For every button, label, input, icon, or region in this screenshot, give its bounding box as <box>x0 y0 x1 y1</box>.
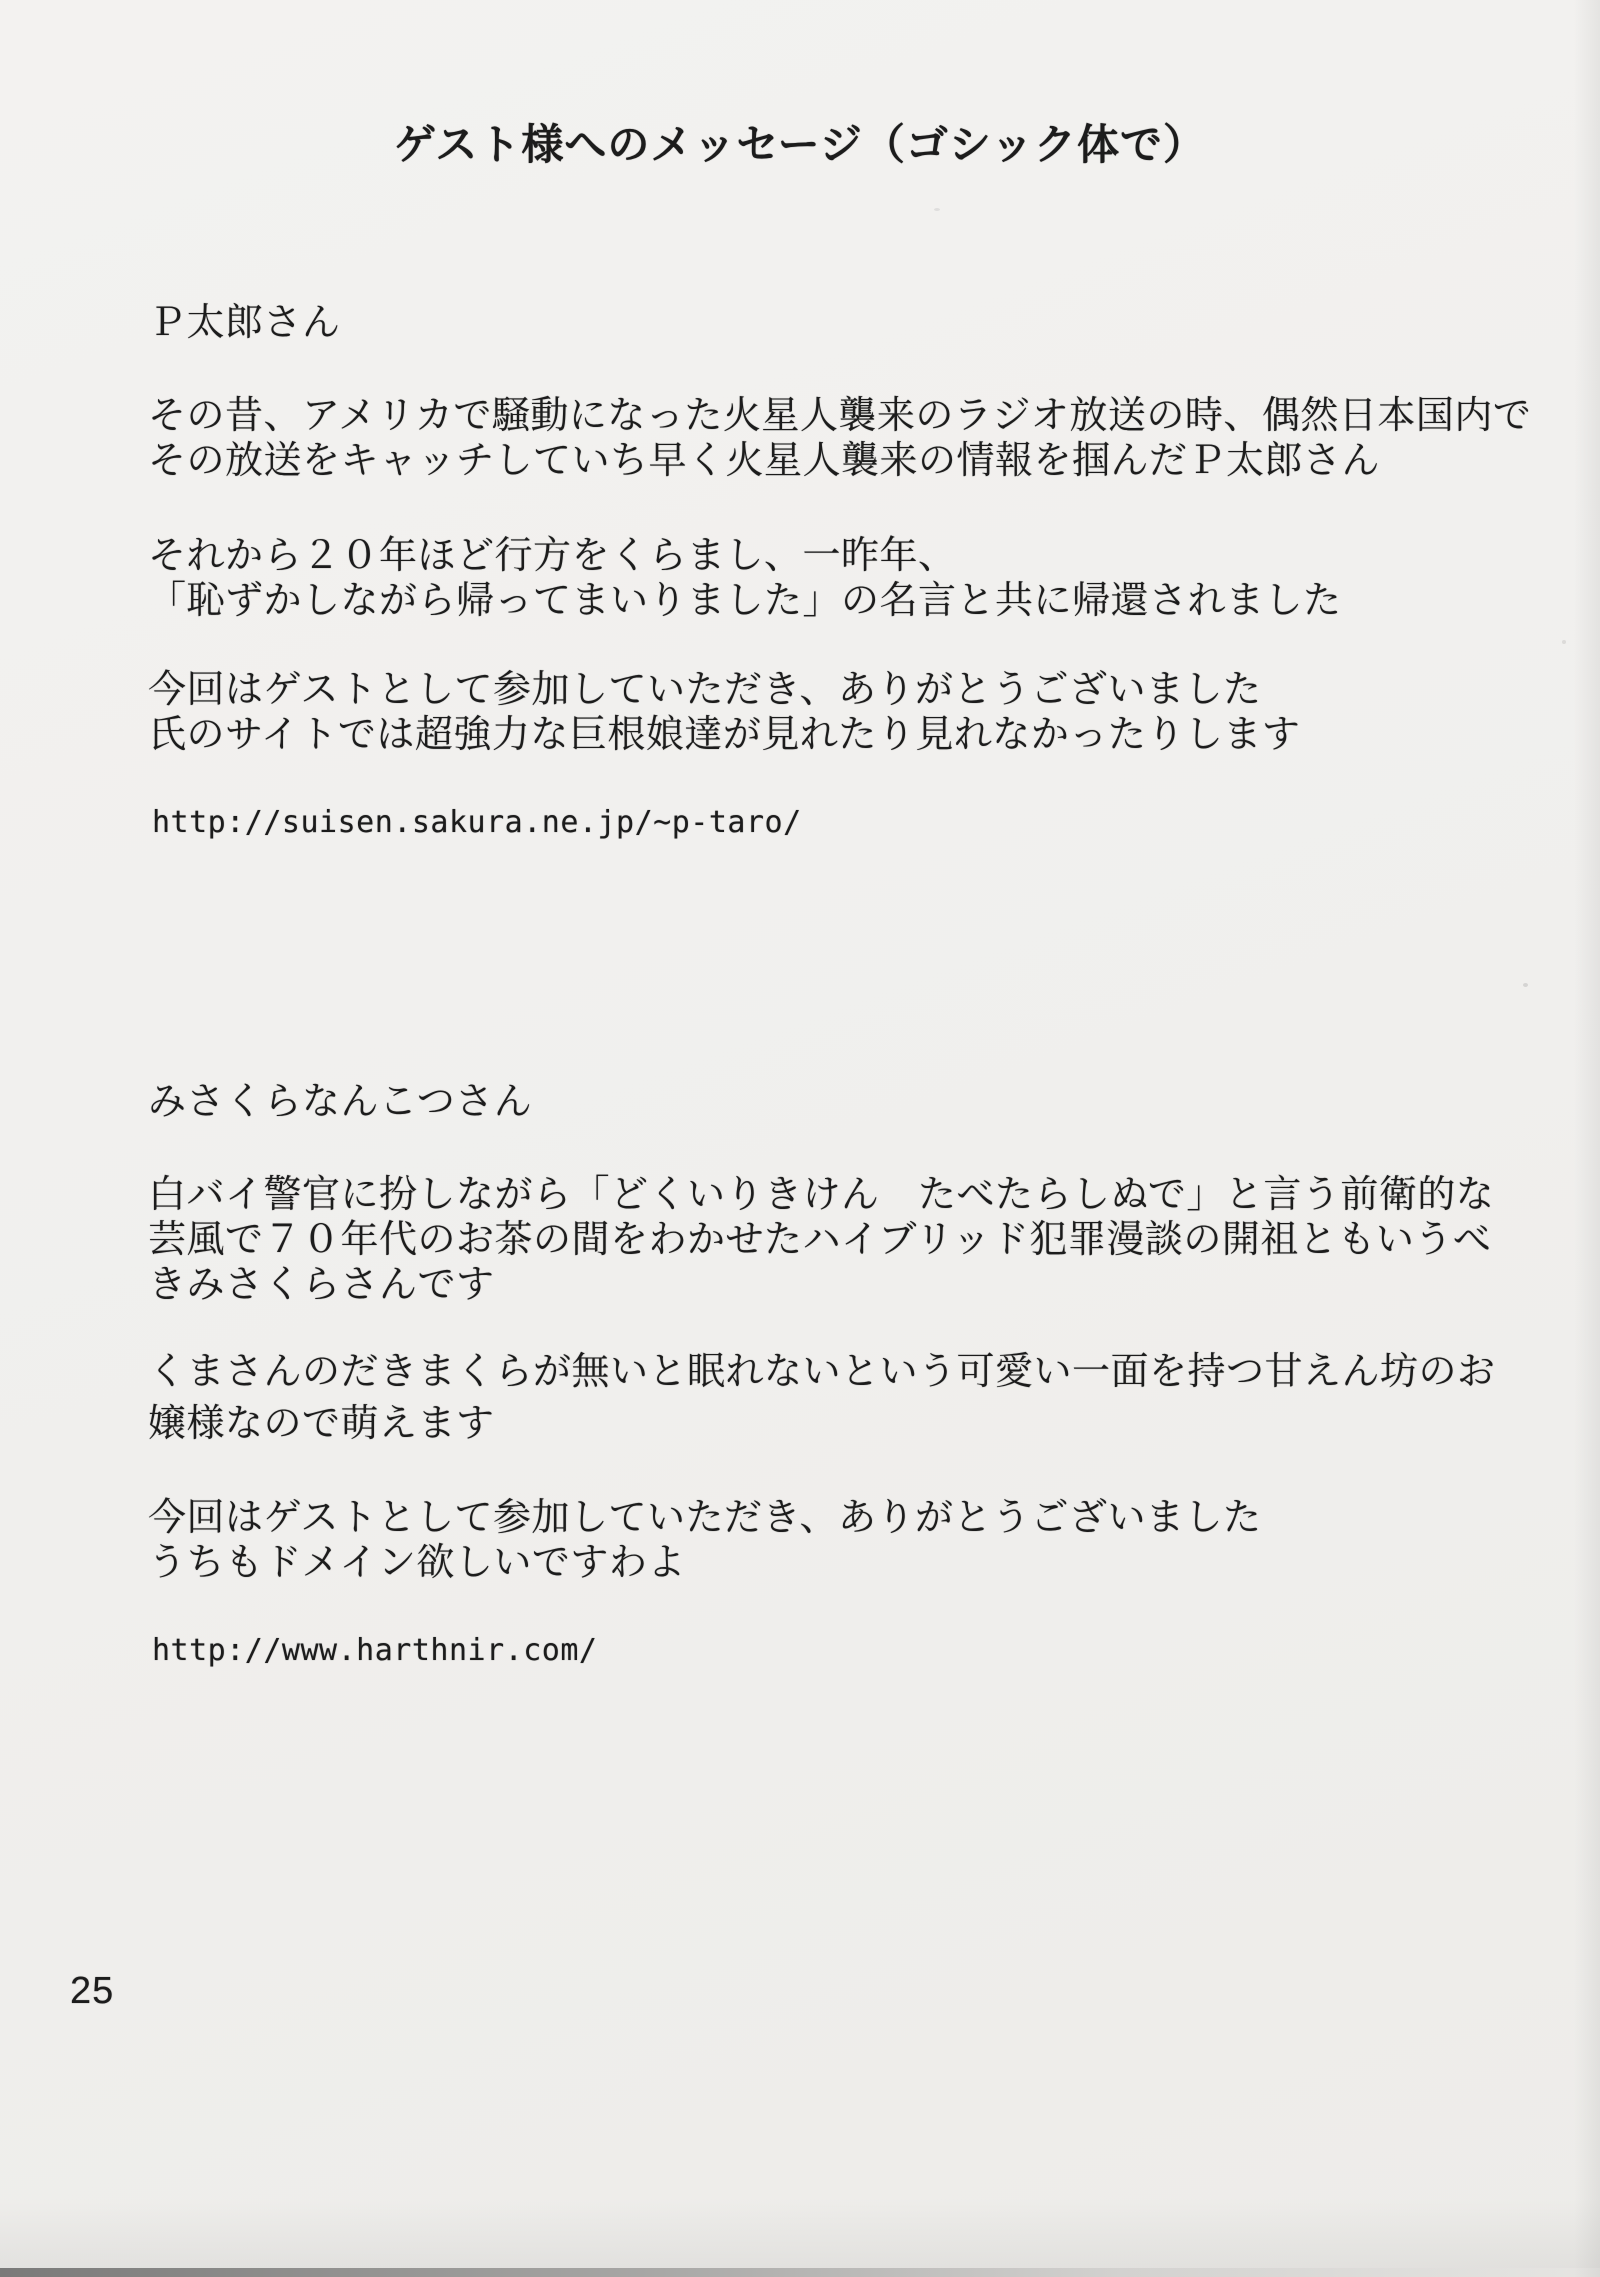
body-line: 「恥ずかしながら帰ってまいりました」の名言と共に帰還されました <box>148 580 1342 622</box>
scan-speck <box>296 1642 300 1645</box>
body-line: うちもドメイン欲しいですわよ <box>148 1542 686 1584</box>
body-line: その昔、アメリカで騒動になった火星人襲来のラジオ放送の時、偶然日本国内で <box>148 395 1532 437</box>
body-line: それから２０年ほど行方をくらまし、一昨年、 <box>148 535 957 577</box>
body-line: 氏のサイトでは超強力な巨根娘達が見れたり見れなかったりします <box>148 714 1301 756</box>
scan-speck <box>934 208 940 211</box>
body-line: 芸風で７０年代のお茶の間をわかせたハイブリッド犯罪漫談の開祖ともいうべ <box>148 1219 1492 1261</box>
page-number: 25 <box>70 1970 115 2012</box>
guest-name-misakura: みさくらなんこつさん <box>148 1081 533 1123</box>
body-line: くまさんのだきまくらが無いと眠れないという可愛い一面を持つ甘えん坊のお <box>148 1351 1496 1393</box>
body-line: 嬢様なので萌えます <box>148 1403 495 1445</box>
scan-speck <box>1523 983 1528 987</box>
scan-edge-shadow-bottom <box>0 2198 1600 2268</box>
scan-speck <box>1562 640 1566 644</box>
guest-url-p-taro: http://suisen.sakura.ne.jp/~p-taro/ <box>152 805 802 840</box>
page-title: ゲスト様へのメッセージ（ゴシック体で） <box>394 121 1206 168</box>
scan-edge-line <box>0 2268 1600 2277</box>
body-line: その放送をキャッチしていち早く火星人襲来の情報を掴んだＰ太郎さん <box>148 440 1381 482</box>
body-line: 今回はゲストとして参加していただき、ありがとうございました <box>148 669 1262 711</box>
scan-edge-shadow-right <box>1574 0 1600 2277</box>
body-line: 今回はゲストとして参加していただき、ありがとうございました <box>148 1497 1262 1539</box>
guest-name-p-taro: Ｐ太郎さん <box>148 302 341 344</box>
guest-url-misakura: http://www.harthnir.com/ <box>152 1633 598 1668</box>
body-line: きみさくらさんです <box>148 1264 495 1306</box>
body-line: 白バイ警官に扮しながら「どくいりきけん たべたらしぬで」と言う前衛的な <box>148 1174 1495 1216</box>
